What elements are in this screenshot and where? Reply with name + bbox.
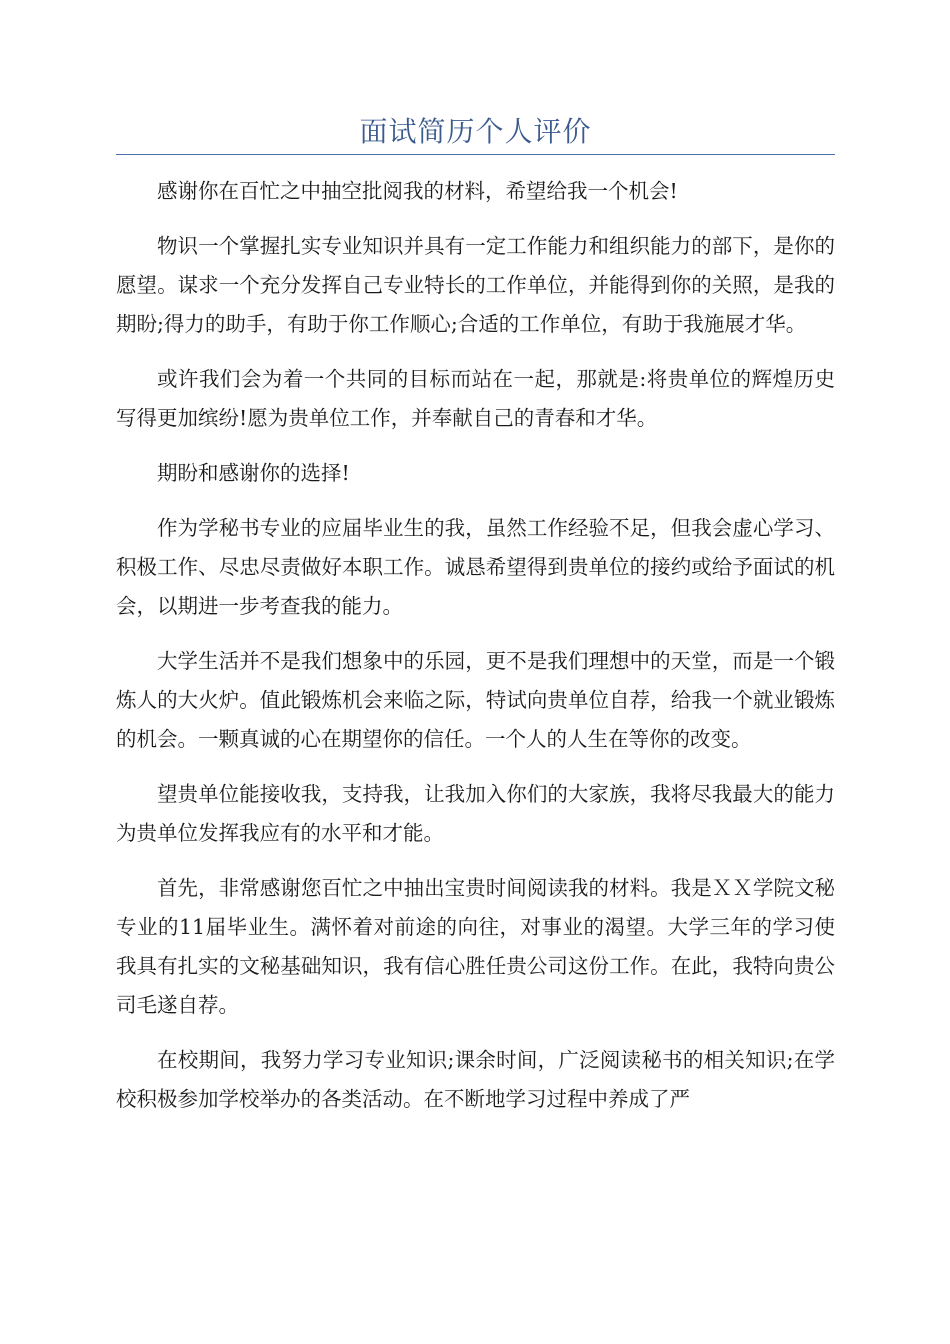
document-body: [116, 172, 835, 1135]
paragraph-8: 首先，非常感谢您百忙之中抽出宝贵时间阅读我的材料。我是ＸＸ学院文秘专业的11届毕业生。满怀着对前途的向往，对事业的渴望。大学三年的学习使我具有扎实的文秘基础知识，我有信心胜任贵公司这份工作。在此，我特向贵公司毛遂自荐。: [116, 876, 835, 1017]
paragraph-9: 在校期间，我努力学习专业知识;课余时间，广泛阅读秘书的相关知识;在学校积极参加学校举办的各类活动。在不断地学习过程中养成了严: [116, 1048, 835, 1111]
paragraph-1: 感谢你在百忙之中抽空批阅我的材料，希望给我一个机会!: [157, 179, 678, 203]
title-block: [116, 112, 835, 152]
paragraph-3: 或许我们会为着一个共同的目标而站在一起，那就是:将贵单位的辉煌历史写得更加缤纷!愿为贵单位工作，并奉献自己的青春和才华。: [116, 367, 835, 430]
paragraph-7: 望贵单位能接收我，支持我，让我加入你们的大家族，我将尽我最大的能力为贵单位发挥我应有的水平和才能。: [116, 782, 835, 845]
paragraph-6: 大学生活并不是我们想象中的乐园，更不是我们理想中的天堂，而是一个锻炼人的大火炉。值此锻炼机会来临之际，特试向贵单位自荐，给我一个就业锻炼的机会。一颗真诚的心在期望你的信任。一个人的人生在等你的改变。: [116, 649, 835, 751]
paragraph-2: 物识一个掌握扎实专业知识并具有一定工作能力和组织能力的部下，是你的愿望。谋求一个充分发挥自己专业特长的工作单位，并能得到你的关照，是我的期盼;得力的助手，有助于你工作顺心;合适的工作单位，有助于我施展才华。: [116, 234, 835, 336]
document-title: 面试简历个人评价: [359, 115, 592, 148]
title-underline: [116, 154, 835, 155]
paragraph-5: 作为学秘书专业的应届毕业生的我，虽然工作经验不足，但我会虚心学习、积极工作、尽忠尽责做好本职工作。诚恳希望得到贵单位的接约或给予面试的机会，以期进一步考查我的能力。: [116, 516, 835, 618]
paragraph-4: 期盼和感谢你的选择!: [157, 461, 350, 485]
